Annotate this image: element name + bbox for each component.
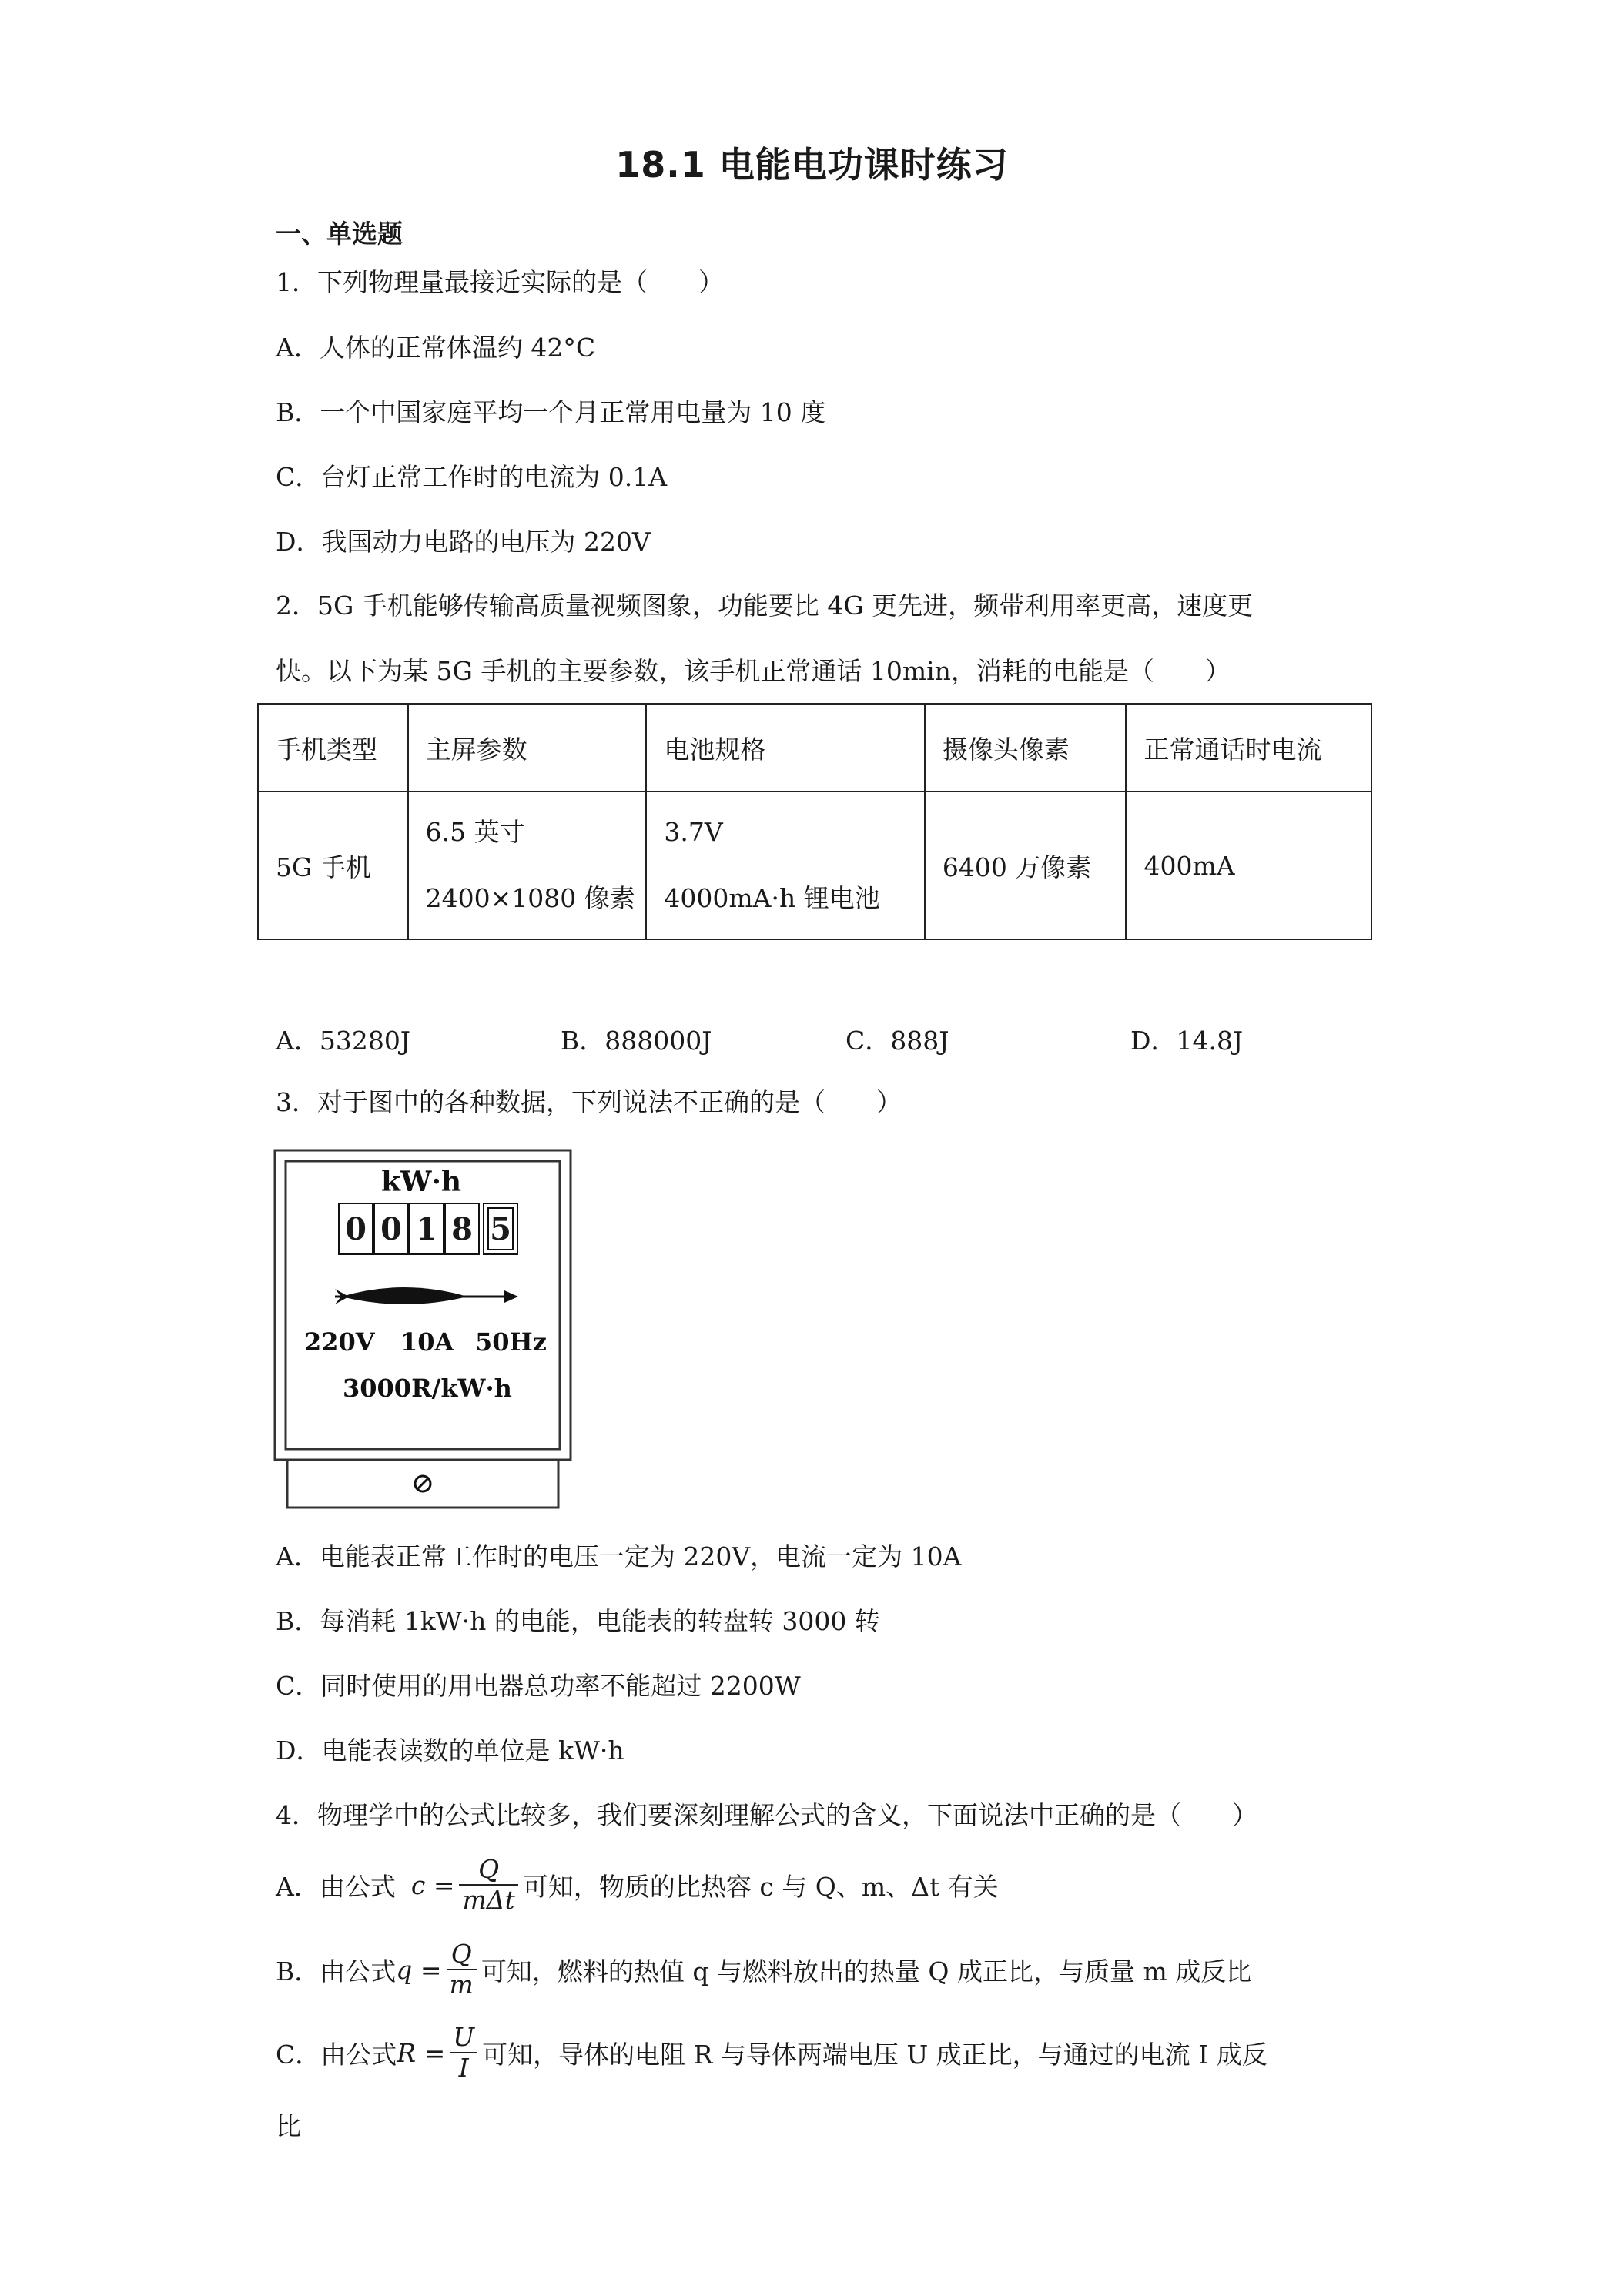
screen-resolution: 2400×1080 像素 [425, 883, 635, 913]
option-suffix: 可知，物质的比热容 c 与 Q、m、Δt 有关 [522, 1871, 999, 1902]
I-denominator: I [458, 2053, 469, 2083]
meter-frequency: 50Hz [475, 1327, 547, 1357]
formula-fraction [447, 1940, 477, 2000]
meter-digit-decimal: 5 [483, 1203, 518, 1255]
option-prefix: C．由公式 [276, 2039, 397, 2070]
R-symbol: R = [397, 2037, 446, 2068]
meter-digit: 1 [409, 1203, 444, 1255]
meter-voltage: 220V [304, 1327, 375, 1357]
option-prefix: B．由公式 [276, 1956, 397, 1986]
q2-option-c[interactable]: C．888J [845, 1026, 949, 1056]
meter-constant: 3000R/kW·h [343, 1374, 512, 1403]
section-heading: 一、单选题 [276, 219, 403, 249]
formula-fraction [450, 2023, 477, 2083]
q2-options [276, 1024, 1369, 1058]
table-header: 电池规格 [646, 704, 925, 792]
Q-numerator: Q [447, 1940, 477, 1970]
q1-option-c[interactable]: C．台灯正常工作时的电流为 0.1A [276, 462, 668, 492]
mdt-denominator: mΔt [462, 1885, 515, 1915]
meter-digit: 0 [373, 1203, 409, 1255]
q3-stem: 3．对于图中的各种数据，下列说法不正确的是（ ） [276, 1087, 902, 1117]
m-denominator: m [449, 1970, 474, 2000]
q2-stem-line1: 2．5G 手机能够传输高质量视频图象，功能要比 4G 更先进，频带利用率更高，速度更 [276, 591, 1254, 621]
table-cell-current: 400mA [1126, 792, 1371, 939]
battery-voltage: 3.7V [664, 817, 723, 847]
q2-stem-line2: 快。以下为某 5G 手机的主要参数，该手机正常通话 10min，消耗的电能是（ ） [276, 656, 1231, 686]
option-suffix: 可知，导体的电阻 R 与导体两端电压 U 成正比，与通过的电流 I 成反 [482, 2039, 1267, 2070]
option-prefix: A．由公式 [276, 1871, 396, 1902]
battery-capacity: 4000mA·h 锂电池 [664, 883, 880, 913]
q3-option-d[interactable]: D．电能表读数的单位是 kW·h [276, 1735, 624, 1766]
q1-stem: 1．下列物理量最接近实际的是（ ） [276, 267, 724, 297]
table-header: 摄像头像素 [925, 704, 1127, 792]
q2-option-a[interactable]: A．53280J [276, 1026, 411, 1056]
q4-option-b[interactable] [276, 1933, 1251, 2006]
q2-option-d[interactable]: D．14.8J [1130, 1026, 1244, 1056]
table-row [258, 792, 1371, 939]
electric-meter-figure [273, 1149, 572, 1511]
table-header-row [258, 704, 1371, 792]
q1-option-d[interactable]: D．我国动力电路的电压为 220V [276, 527, 651, 557]
c-symbol: c = [410, 1869, 455, 1900]
q4-option-c[interactable] [276, 2016, 1267, 2090]
option-suffix: 可知，燃料的热值 q 与燃料放出的热量 Q 成正比，与质量 m 成反比 [481, 1956, 1252, 1986]
meter-digit: 0 [338, 1203, 373, 1255]
q3-option-b[interactable]: B．每消耗 1kW·h 的电能，电能表的转盘转 3000 转 [276, 1606, 880, 1636]
table-header: 手机类型 [258, 704, 408, 792]
q4-option-c-wrap: 比 [276, 2111, 301, 2141]
table-header: 正常通话时电流 [1126, 704, 1371, 792]
table-cell-camera: 6400 万像素 [925, 792, 1127, 939]
q3-option-a[interactable]: A．电能表正常工作时的电压一定为 220V，电流一定为 10A [276, 1541, 962, 1571]
phone-params-table [257, 703, 1372, 940]
table-cell-screen [408, 792, 647, 939]
document-title: 18.1 电能电功课时练习 [615, 144, 1009, 186]
q-symbol: q = [396, 1954, 442, 1985]
q3-option-c[interactable]: C．同时使用的用电器总功率不能超过 2200W [276, 1671, 801, 1701]
meter-reading [338, 1203, 518, 1255]
table-header: 主屏参数 [408, 704, 647, 792]
screen-size: 6.5 英寸 [425, 817, 525, 847]
q4-option-a[interactable] [276, 1848, 999, 1922]
q4-stem: 4．物理学中的公式比较多，我们要深刻理解公式的含义，下面说法中正确的是（ ） [276, 1800, 1257, 1830]
table-cell-type: 5G 手机 [258, 792, 408, 939]
q1-option-a[interactable]: A．人体的正常体温约 42°C [276, 333, 596, 363]
meter-unit: kW·h [381, 1166, 462, 1198]
formula-fraction [459, 1855, 517, 1915]
q1-option-b[interactable]: B．一个中国家庭平均一个月正常用电量为 10 度 [276, 397, 826, 427]
Q-numerator: Q [459, 1855, 517, 1886]
table-cell-battery [646, 792, 925, 939]
q2-option-b[interactable]: B．888000J [561, 1026, 712, 1056]
U-numerator: U [450, 2023, 477, 2053]
meter-digit: 8 [444, 1203, 480, 1255]
meter-current: 10A [400, 1327, 454, 1357]
